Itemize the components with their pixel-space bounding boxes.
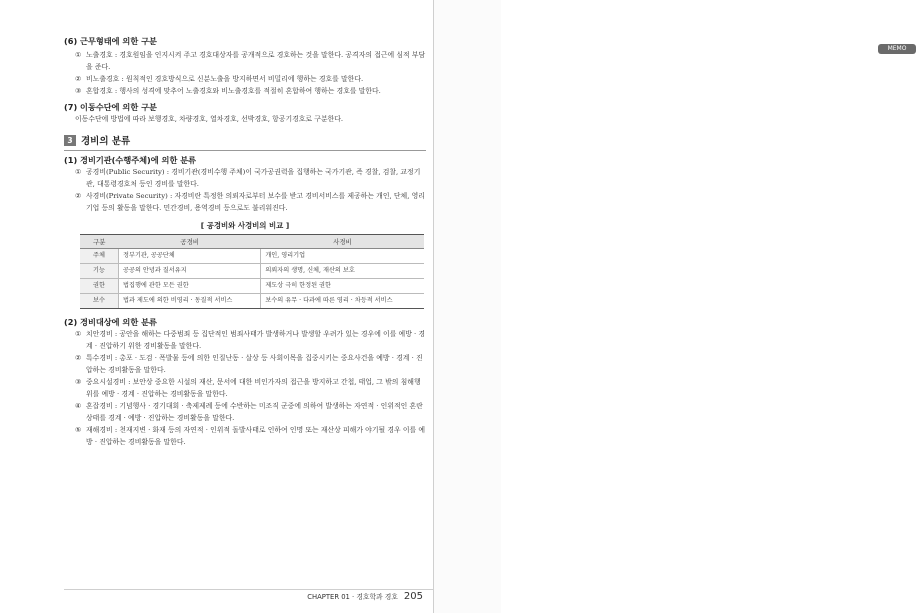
chapter-label: CHAPTER 01 · 경호학과 경호 — [307, 593, 398, 601]
page-content — [64, 36, 426, 448]
section-3-header — [64, 133, 426, 151]
table-cell: 공공의 안녕과 질서유지 — [119, 264, 261, 279]
list-item: ① 노출경호 : 경호원임을 인지시켜 주고 경호대상자를 공개적으로 경호하는 것을 말한다. 공격자의 접근에 심적 부담을 준다. — [75, 51, 426, 71]
page-number: 205 — [403, 591, 423, 602]
footer-divider — [64, 589, 434, 590]
table-row — [80, 294, 424, 309]
row-label: 권한 — [80, 279, 119, 294]
table-cell: 법과 제도에 의한 비영리 · 동질적 서비스 — [119, 294, 261, 309]
table-row — [80, 249, 424, 264]
page-footer — [0, 589, 433, 613]
row-label: 주체 — [80, 249, 119, 264]
table-cell: 법집행에 관한 모든 권한 — [119, 279, 261, 294]
comparison-table — [80, 234, 424, 309]
subsection-1-list — [64, 166, 426, 214]
list-item: ⑤ 재해경비 : 천재지변 · 화재 등의 자연적 · 인위적 돌발사태로 인하여 인명 또는 재산상 피해가 야기될 경우 이를 예방 · 진압하는 경비활동을 말한다. — [75, 426, 426, 446]
section-number-badge: 3 — [64, 135, 76, 146]
list-item: ③ 중요시설경비 : 보안상 중요한 시설의 재산, 문서에 대한 비인가자의 접근을 방지하고 간첩, 태업, 그 밖의 침해행위를 예방 · 경계 · 진압하는 경비활동을 말한다. — [75, 378, 421, 398]
table-header: 구분 — [80, 235, 119, 249]
right-margin-column — [433, 0, 907, 613]
list-item: ④ 혼잡경비 : 기념행사 · 경기대회 · 축제제례 등에 수반하는 미조직 군중에 의하여 발생하는 자연적 · 인위적인 혼란상태를 경계 · 예방 · 진압하는 경비활동을 말한다. — [75, 402, 423, 422]
list-item: ① 공경비(Public Security) : 경비기관(경비수행 주체)이 국가공권력을 집행하는 국가기관, 즉 경찰, 검찰, 교정기관, 대통령경호처 등인 경비를 말한다. — [75, 168, 421, 188]
row-label: 기능 — [80, 264, 119, 279]
section-heading-7: (7) 이동수단에 의한 구분 — [64, 102, 157, 112]
table-row — [80, 279, 424, 294]
row-label: 보수 — [80, 294, 119, 309]
subsection-2-list — [64, 328, 426, 448]
section-heading-6: (6) 근무형태에 의한 구분 — [64, 36, 157, 46]
list-item: ③ 혼합경호 : 행사의 성격에 맞추어 노출경호와 비노출경호를 적절히 혼합하여 행하는 경호를 말한다. — [75, 87, 381, 95]
list-item: ② 특수경비 : 총포 · 도검 · 폭발물 등에 의한 인질난동 · 살상 등 사회이목을 집중시키는 중요사건을 예방 · 경계 · 진압하는 경비활동을 말한다. — [75, 354, 423, 374]
table-cell: 보수의 유무 · 다과에 따른 영리 · 차등적 서비스 — [261, 294, 424, 309]
list-item: ② 사경비(Private Security) : 자경비란 특정한 의뢰자로부터 보수를 받고 경비서비스를 제공하는 개인, 단체, 영리기업 등의 활동을 말한다. 민간경비, 용역경비 등으로도 불리워진다. — [75, 192, 425, 212]
list-item: ② 비노출경호 : 원칙적인 경호방식으로 신분노출을 방지하면서 비밀리에 행하는 경호를 말한다. — [75, 75, 364, 83]
table-caption: [ 공경비와 사경비의 비교 ] — [200, 221, 290, 230]
list-item: ① 치안경비 : 공안을 해하는 다중범죄 등 집단적인 범죄사태가 발생하거나 발생할 우려가 있는 경우에 이를 예방 · 경계 · 진압하기 위한 경비활동을 말한다. — [75, 330, 426, 350]
table-cell: 의뢰자의 생명, 신체, 재산의 보호 — [261, 264, 424, 279]
table-header: 사경비 — [261, 235, 424, 249]
section-6-list — [64, 49, 426, 97]
subsection-heading-2: (2) 경비대상에 의한 분류 — [64, 317, 157, 327]
table-cell: 개인, 영리기업 — [261, 249, 424, 264]
footer-label — [307, 591, 423, 602]
table-cell: 정부기관, 공공단체 — [119, 249, 261, 264]
memo-tag: MEMO — [878, 44, 916, 54]
table-cell: 제도상 극히 한정된 권한 — [261, 279, 424, 294]
table-row — [80, 264, 424, 279]
subsection-heading-1: (1) 경비기관(수행주체)에 의한 분류 — [64, 155, 197, 165]
table-header: 공경비 — [119, 235, 261, 249]
section-7-text: 이동수단에 방법에 따라 보행경호, 차량경호, 열차경호, 선박경호, 항공기경호로 구분한다. — [75, 115, 344, 123]
table-header-row — [80, 235, 424, 249]
section-title: 경비의 분류 — [81, 136, 131, 147]
